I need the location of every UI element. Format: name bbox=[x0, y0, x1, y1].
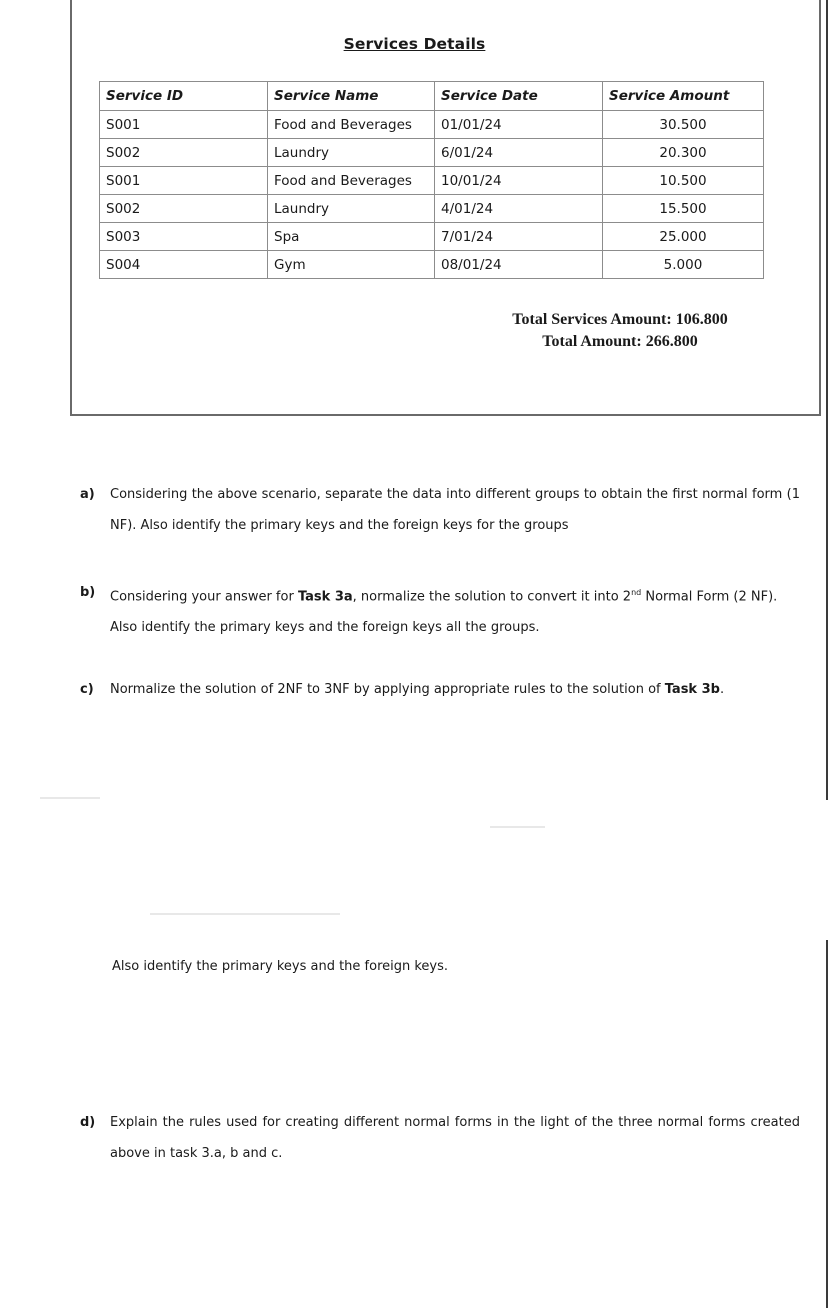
service-id-cell: S002 bbox=[100, 139, 268, 167]
service-amount-cell: 5.000 bbox=[603, 251, 764, 279]
service-amount-cell: 20.300 bbox=[603, 139, 764, 167]
service-id-cell: S001 bbox=[100, 167, 268, 195]
column-header: Service Name bbox=[268, 82, 435, 111]
question-text: Normalize the solution of 2NF to 3NF by applying appropriate rules to the solution of Task 3b. bbox=[110, 682, 725, 697]
table-header-row bbox=[100, 82, 764, 111]
question-a bbox=[80, 479, 805, 541]
table-row bbox=[100, 251, 764, 279]
question-label: d) bbox=[80, 1115, 96, 1130]
question-text: Considering your answer for Task 3a, normalize the solution to convert it into 2nd Normal Form (2 NF). Also identify the primary keys and the foreign keys all the groups. bbox=[110, 588, 778, 636]
scan-smudge bbox=[490, 826, 545, 828]
service-date-cell: 08/01/24 bbox=[435, 251, 603, 279]
document-title: Services Details bbox=[343, 35, 486, 53]
service-date-cell: 7/01/24 bbox=[435, 223, 603, 251]
totals-block bbox=[470, 309, 770, 353]
page-edge bbox=[826, 0, 828, 800]
question-text: Explain the rules used for creating different normal forms in the light of the three normal forms created above in task 3.a, b and c. bbox=[110, 1115, 800, 1161]
total-amount: Total Amount: 266.800 bbox=[542, 333, 698, 350]
service-name-cell: Food and Beverages bbox=[268, 167, 435, 195]
question-label: a) bbox=[80, 487, 95, 502]
table-row bbox=[100, 195, 764, 223]
question-text: Considering the above scenario, separate the data into different groups to obtain the first normal form (1 NF). Also identify the primary keys and the foreign keys for the groups bbox=[110, 487, 800, 533]
question-c bbox=[80, 674, 805, 705]
service-name-cell: Gym bbox=[268, 251, 435, 279]
question-label: b) bbox=[80, 585, 96, 600]
service-id-cell: S003 bbox=[100, 223, 268, 251]
service-amount-cell: 10.500 bbox=[603, 167, 764, 195]
page-edge bbox=[826, 940, 828, 1308]
service-amount-cell: 30.500 bbox=[603, 111, 764, 139]
service-amount-cell: 15.500 bbox=[603, 195, 764, 223]
service-amount-cell: 25.000 bbox=[603, 223, 764, 251]
service-date-cell: 4/01/24 bbox=[435, 195, 603, 223]
task-reference: Task 3a bbox=[297, 589, 353, 605]
scan-smudge bbox=[150, 913, 340, 915]
services-table bbox=[99, 81, 764, 279]
question-c-followup: Also identify the primary keys and the foreign keys. bbox=[112, 959, 449, 974]
service-id-cell: S001 bbox=[100, 111, 268, 139]
service-date-cell: 10/01/24 bbox=[435, 167, 603, 195]
table-row bbox=[100, 111, 764, 139]
service-date-cell: 6/01/24 bbox=[435, 139, 603, 167]
table-row bbox=[100, 167, 764, 195]
question-b bbox=[80, 577, 805, 643]
service-id-cell: S004 bbox=[100, 251, 268, 279]
question-d bbox=[80, 1107, 805, 1169]
service-name-cell: Laundry bbox=[268, 195, 435, 223]
total-services-amount: Total Services Amount: 106.800 bbox=[512, 311, 728, 328]
scan-smudge bbox=[40, 797, 100, 799]
service-id-cell: S002 bbox=[100, 195, 268, 223]
service-name-cell: Food and Beverages bbox=[268, 111, 435, 139]
column-header: Service ID bbox=[100, 82, 268, 111]
question-label: c) bbox=[80, 682, 94, 697]
service-date-cell: 01/01/24 bbox=[435, 111, 603, 139]
service-name-cell: Laundry bbox=[268, 139, 435, 167]
column-header: Service Date bbox=[435, 82, 603, 111]
service-name-cell: Spa bbox=[268, 223, 435, 251]
table-row bbox=[100, 139, 764, 167]
table-row bbox=[100, 223, 764, 251]
task-reference: Task 3b bbox=[664, 682, 720, 697]
column-header: Service Amount bbox=[603, 82, 764, 111]
